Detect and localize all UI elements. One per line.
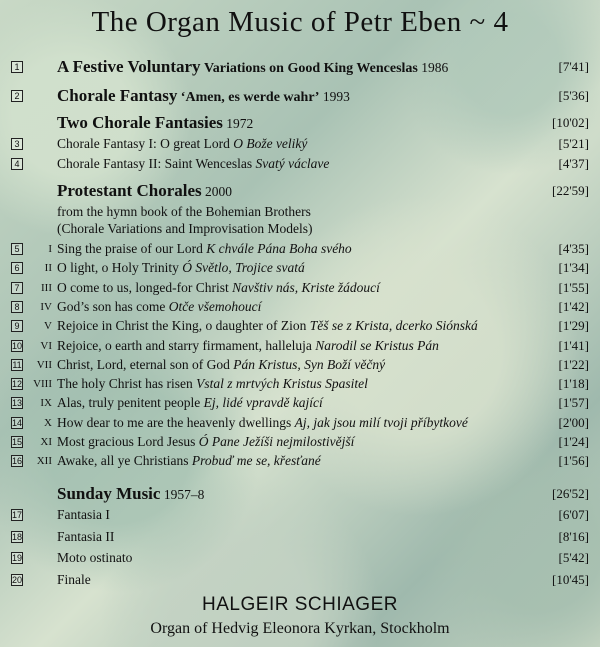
track-duration: [8'16] — [558, 528, 589, 544]
track-number: 14 — [12, 417, 23, 428]
track-title: Chorale Fantasy II: Saint Wenceslas — [57, 156, 253, 171]
movement-numeral: XII — [36, 455, 52, 468]
track-row — [0, 570, 600, 590]
work-heading — [0, 113, 600, 133]
track-row — [0, 297, 600, 317]
track-number: 4 — [11, 158, 23, 170]
movement-numeral: II — [44, 262, 52, 275]
track-number: 16 — [12, 456, 23, 467]
track-title-group — [57, 278, 380, 298]
track-title-group — [57, 432, 354, 452]
track-czech-title: O Bože veliký — [233, 136, 308, 151]
performer-name: HALGEIR SCHIAGER — [202, 594, 398, 615]
movement-numeral: IV — [40, 300, 52, 313]
track-czech-title: Narodil se Kristus Pán — [315, 337, 439, 353]
track-number: 19 — [12, 553, 23, 564]
track-czech-title: Těš se z Krista, dcerko Siónská — [309, 318, 478, 334]
track-row — [0, 393, 600, 413]
track-title: Sing the praise of our Lord — [57, 241, 203, 256]
track-duration: [1'18] — [558, 376, 589, 392]
work-duration: [10'02] — [551, 115, 589, 130]
track-number: 7 — [11, 282, 23, 294]
track-title-group — [57, 413, 468, 433]
track-row — [0, 548, 600, 568]
track-row — [0, 451, 600, 471]
track-duration: [1'56] — [558, 453, 589, 469]
track-duration: [5'36] — [558, 88, 589, 103]
track-czech-title: Pán Kristus, Syn Boží věčný — [233, 356, 386, 372]
track-title: O come to us, longed-for Christ — [57, 279, 229, 295]
performance-venue: Organ of Hedvig Eleonora Kyrkan, Stockholm — [150, 620, 450, 637]
track-czech-title: Ej, lidé vpravdě kající — [203, 395, 323, 411]
track-duration: [2'00] — [558, 414, 589, 430]
track-czech-title: Svatý václave — [255, 156, 330, 171]
track-title: Finale — [57, 572, 91, 588]
track-number: 5 — [11, 243, 23, 255]
work-year: 1972 — [226, 116, 254, 131]
track-title: Rejoice, o earth and starry firmament, halleluja — [57, 337, 312, 353]
work-title: Two Chorale Fantasies — [57, 113, 223, 132]
movement-numeral: IX — [40, 397, 52, 410]
track-number: 13 — [12, 398, 23, 409]
movement-numeral: VIII — [33, 378, 52, 391]
track-title: Alas, truly penitent people — [57, 395, 201, 411]
track-row — [0, 413, 600, 433]
track-title: How dear to me are the heavenly dwellings — [57, 414, 292, 430]
work-heading — [0, 181, 600, 201]
movement-numeral: X — [44, 416, 52, 429]
track-title: Fantasia I — [57, 507, 110, 522]
track-duration: [1'55] — [558, 279, 589, 295]
track-title-group — [57, 355, 385, 375]
track-title-group — [57, 393, 323, 413]
track-title: Chorale Fantasy I: O great Lord — [57, 136, 230, 151]
track-title: Awake, all ye Christians — [57, 453, 189, 469]
track-title-group — [57, 297, 261, 317]
track-title: Fantasia II — [57, 528, 115, 544]
track-title-group — [57, 316, 478, 336]
track-czech-title: Otče všemohoucí — [168, 298, 262, 314]
track-row — [0, 154, 600, 174]
work-duration: [22'59] — [551, 183, 589, 198]
work-year: 1993 — [322, 89, 350, 104]
movement-numeral: III — [41, 281, 52, 294]
track-row — [0, 278, 600, 298]
track-duration: [1'34] — [558, 260, 589, 276]
work-title: A Festive Voluntary — [57, 57, 201, 76]
track-number: 2 — [11, 90, 23, 102]
track-title: Rejoice in Christ the King, o daughter of Zion — [57, 318, 307, 334]
track-row — [0, 505, 600, 525]
track-row — [0, 134, 600, 154]
track-number: 10 — [12, 340, 23, 351]
work-year: 2000 — [205, 184, 233, 199]
track-duration: [1'22] — [558, 356, 589, 372]
track-title-group — [57, 239, 352, 259]
track-duration: [6'07] — [558, 507, 589, 522]
track-title-group — [57, 258, 305, 278]
track-duration: [1'57] — [558, 395, 589, 411]
track-duration: [4'37] — [558, 156, 589, 171]
track-number: 3 — [11, 138, 23, 150]
movement-numeral: VI — [40, 339, 52, 352]
track-duration: [5'21] — [558, 136, 589, 151]
track-title-group — [57, 374, 368, 394]
track-number: 20 — [12, 575, 23, 586]
work-year: 1986 — [421, 60, 449, 75]
track-duration: [1'29] — [558, 318, 589, 334]
track-title: God’s son has come — [57, 298, 166, 314]
track-czech-title: Ó Pane Ježíši nejmilostivější — [198, 434, 355, 449]
track-czech-title: Probuď me se, křesťané — [191, 453, 321, 469]
track-number: 18 — [12, 531, 23, 542]
track-number: 8 — [11, 301, 23, 313]
work-duration: [26'52] — [551, 486, 589, 501]
track-number: 11 — [12, 359, 22, 370]
track-title: Most gracious Lord Jesus — [57, 434, 196, 449]
track-duration: [1'24] — [558, 434, 589, 449]
track-title: The holy Christ has risen — [57, 376, 193, 392]
track-title: Moto ostinato — [57, 550, 133, 566]
work-description: (Chorale Variations and Improvisation Models) — [57, 221, 313, 236]
track-czech-title: K chvále Pána Boha svého — [206, 241, 352, 256]
work-title: Chorale Fantasy — [57, 86, 178, 105]
track-czech-title: Aj, jak jsou milí tvoji příbytkové — [294, 414, 468, 430]
movement-numeral: XI — [40, 436, 52, 448]
track-number: 1 — [11, 61, 23, 73]
track-row — [0, 355, 600, 375]
track-duration: [1'42] — [558, 298, 589, 314]
track-title: O light, o Holy Trinity — [57, 260, 179, 276]
track-row — [0, 336, 600, 356]
track-number: 12 — [12, 379, 23, 390]
work-title: Protestant Chorales — [57, 181, 202, 200]
work-subtitle: ‘Amen, es werde wahr’ — [180, 90, 320, 105]
track-number: 6 — [11, 262, 23, 274]
track-czech-title: Vstal z mrtvých Kristus Spasitel — [196, 376, 368, 392]
movement-numeral: V — [44, 320, 52, 333]
track-duration: [7'41] — [558, 59, 589, 74]
track-row — [0, 316, 600, 336]
track-row — [0, 57, 600, 77]
movement-numeral: I — [48, 243, 52, 255]
track-row — [0, 258, 600, 278]
track-title-group — [57, 336, 439, 356]
track-row — [0, 527, 600, 547]
work-year: 1957–8 — [163, 487, 205, 502]
track-number: 15 — [12, 437, 23, 447]
work-subtitle: Variations on Good King Wenceslas — [203, 61, 418, 76]
track-duration: [4'35] — [558, 241, 589, 256]
track-duration: [5'42] — [558, 550, 589, 566]
track-czech-title: Navštiv nás, Kriste žádoucí — [232, 279, 380, 295]
track-row — [0, 374, 600, 394]
track-czech-title: Ó Světlo, Trojice svatá — [182, 260, 305, 276]
track-number: 9 — [11, 320, 23, 332]
track-row — [0, 86, 600, 106]
track-row — [0, 432, 600, 452]
track-title-group — [57, 451, 321, 471]
track-duration: [1'41] — [558, 337, 589, 353]
movement-numeral: VII — [36, 358, 52, 371]
album-title: The Organ Music of Petr Eben ~ 4 — [91, 6, 509, 38]
work-title: Sunday Music — [57, 484, 161, 503]
work-heading — [0, 484, 600, 504]
track-duration: [10'45] — [551, 572, 589, 588]
track-title: Christ, Lord, eternal son of God — [57, 356, 230, 372]
track-row — [0, 239, 600, 259]
track-number: 17 — [12, 510, 23, 520]
work-description: from the hymn book of the Bohemian Brothers — [57, 204, 311, 219]
